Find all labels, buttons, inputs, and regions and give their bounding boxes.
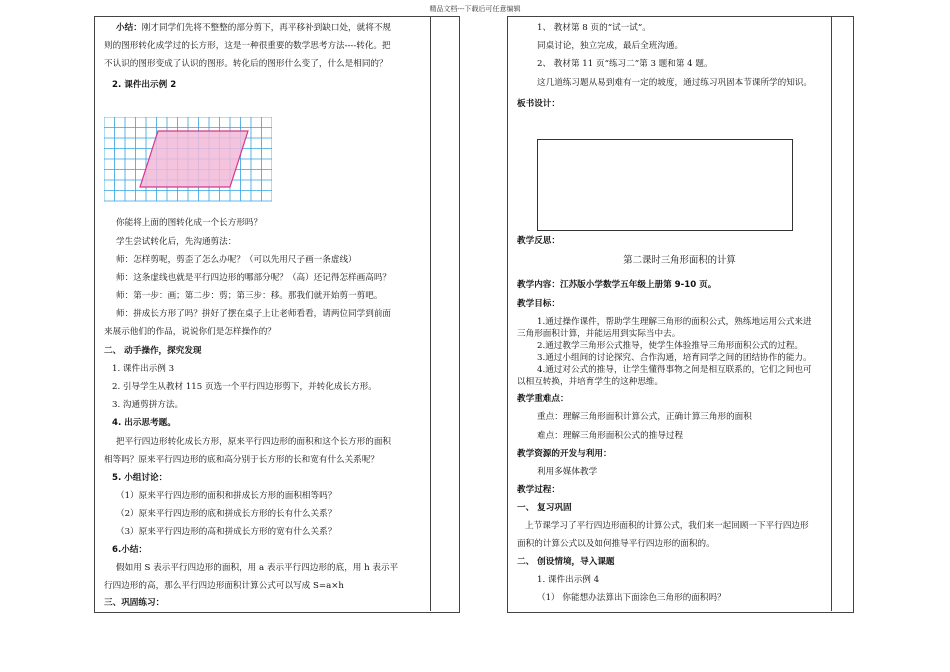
formula-line-2: 行四边形的高，那么平行四边形面积计算公式可以写成 S=a×h (104, 581, 344, 591)
right-column-divider (831, 16, 832, 611)
review-line-2: 面积的计算公式以及如何推导平行四边形的面积的。 (517, 539, 715, 549)
goal-2: 2.通过教学三角形公式推导，使学生体验推导三角形面积公式的过程。 (537, 341, 804, 351)
exercise-2: 2、 教材第 11 页“练习二”第 3 题和第 4 题。 (537, 59, 713, 69)
teaching-reflection-label: 教学反思： (517, 236, 560, 246)
section-3-heading: 三、巩固练习： (104, 598, 165, 608)
step-3: 3. 沟通剪拼方法。 (112, 400, 184, 410)
exercise-1: 1、 教材第 8 页的“试一试”。 (537, 23, 651, 33)
teacher-line-2: 师：这条虚线也就是平行四边形的哪部分呢？（高）还记得怎样画高吗？ (116, 273, 392, 283)
formula-line-1: 假如用 S 表示平行四边形的面积，用 a 表示平行四边形的底，用 h 表示平 (116, 563, 399, 573)
think-line-2: 相等吗？原来平行四边形的底和高分别于长方形的长和宽有什么关系呢？ (104, 455, 380, 465)
triangle-question: （1） 你能想办法算出下面涂色三角形的面积吗？ (537, 593, 726, 603)
process-label: 教学过程： (517, 485, 560, 495)
think-line-1: 把平行四边形转化成长方形，原来平行四边形的面积和这个长方形的面积 (116, 437, 392, 447)
discuss-3: （3）原来平行四边形的高和拼成长方形的宽有什么关系？ (116, 527, 337, 537)
summary-line-2: 则的图形转化成学过的长方形，这是一种很重要的数学思考方法----转化。把 (104, 41, 391, 51)
step-1: 1. 课件出示例 3 (112, 364, 175, 374)
example-4: 1. 课件出示例 4 (537, 575, 600, 585)
summary-line-3: 不认识的图形变成了认识的图形。转化后的图形什么变了，什么是相同的？ (104, 59, 388, 69)
board-design-box (537, 139, 793, 231)
example-2-heading: 2. 课件出示例 2 (112, 80, 177, 90)
goal-1-line-1: 1.通过操作课件，帮助学生理解三角形的面积公式，熟练地运用公式来进 (537, 317, 812, 327)
step-5: 5. 小组讨论： (112, 473, 168, 483)
teacher-line-1: 师：怎样剪呢，剪歪了怎么办呢？（可以先用尺子画一条虚线） (116, 255, 357, 265)
resources-label: 教学资源的开发与利用： (517, 449, 612, 459)
step-6-summary: 6.小结： (112, 545, 148, 555)
teacher-line-3: 师：第一步：画；第二步：剪；第三步：移。那我们就开始剪一剪吧。 (116, 291, 383, 301)
teacher-line-5: 来展示他们的作品，说说你们是怎样操作的？ (104, 327, 276, 337)
lesson-2-title: 第二课时三角形面积的计算 (623, 255, 736, 266)
goal-1-line-2: 三角形面积计算，并能运用到实际当中去。 (517, 329, 681, 339)
exercise-1-note: 同桌讨论，独立完成，最后全班沟通。 (537, 41, 684, 51)
discuss-2: （2）原来平行四边形的底和拼成长方形的长有什么关系？ (116, 509, 337, 519)
review-heading: 一、 复习巩固 (517, 503, 572, 513)
parallelogram-shape (140, 131, 248, 187)
teaching-goals-label: 教学目标： (517, 299, 560, 309)
teaching-content: 教学内容：江苏版小学数学五年级上册第 9-10 页。 (517, 280, 717, 290)
review-line-1: 上节课学习了平行四边形面积的计算公式，我们来一起回顾一下平行四边形 (525, 521, 809, 531)
difficult-point: 难点：理解三角形面积公式的推导过程 (537, 431, 684, 441)
student-try-line: 学生尝试转化后，先沟通剪法： (116, 237, 237, 247)
exercise-summary: 这几道练习题从易到难有一定的坡度，通过练习巩固本节课所学的知识。 (537, 78, 813, 88)
question-convert: 你能将上面的图转化成一个长方形吗？ (116, 218, 263, 228)
resources-text: 利用多媒体教学 (537, 467, 598, 477)
key-point: 重点：理解三角形面积计算公式，正确计算三角形的面积 (537, 412, 752, 422)
left-column-divider (430, 16, 431, 611)
goal-3: 3.通过小组间的讨论探究、合作沟通，培育同学之间的团结协作的能力。 (537, 353, 812, 363)
parallelogram-grid-figure (104, 117, 272, 203)
summary-line-1: 小结：刚才同学们先将不整整的部分剪下，再平移补到缺口处，就将不规 (116, 23, 392, 33)
step-4: 4. 出示思考题。 (112, 418, 176, 428)
section-2-heading: 二、 动手操作，探究发现 (104, 346, 202, 356)
key-points-label: 教学重难点： (517, 394, 569, 404)
goal-4-line-2: 以相互转换，并培育学生的这种思维。 (517, 377, 664, 387)
step-2: 2. 引导学生从教材 115 页选一个平行四边形剪下，并转化成长方形。 (112, 382, 377, 392)
teacher-line-4: 师：拼成长方形了吗？拼好了摆在桌子上让老师看看，请两位同学到前面 (116, 309, 392, 319)
discuss-1: （1）原来平行四边形的面积和拼成长方形的面积相等吗？ (116, 491, 337, 501)
board-design-label: 板书设计： (517, 99, 560, 109)
page-header: 精品文档---下载后可任意编辑 (429, 5, 521, 13)
scenario-heading: 二、 创设情境，导入课题 (517, 557, 615, 567)
goal-4-line-1: 4.通过对公式的推导，让学生懂得事物之间是相互联系的，它们之间也可 (537, 365, 812, 375)
